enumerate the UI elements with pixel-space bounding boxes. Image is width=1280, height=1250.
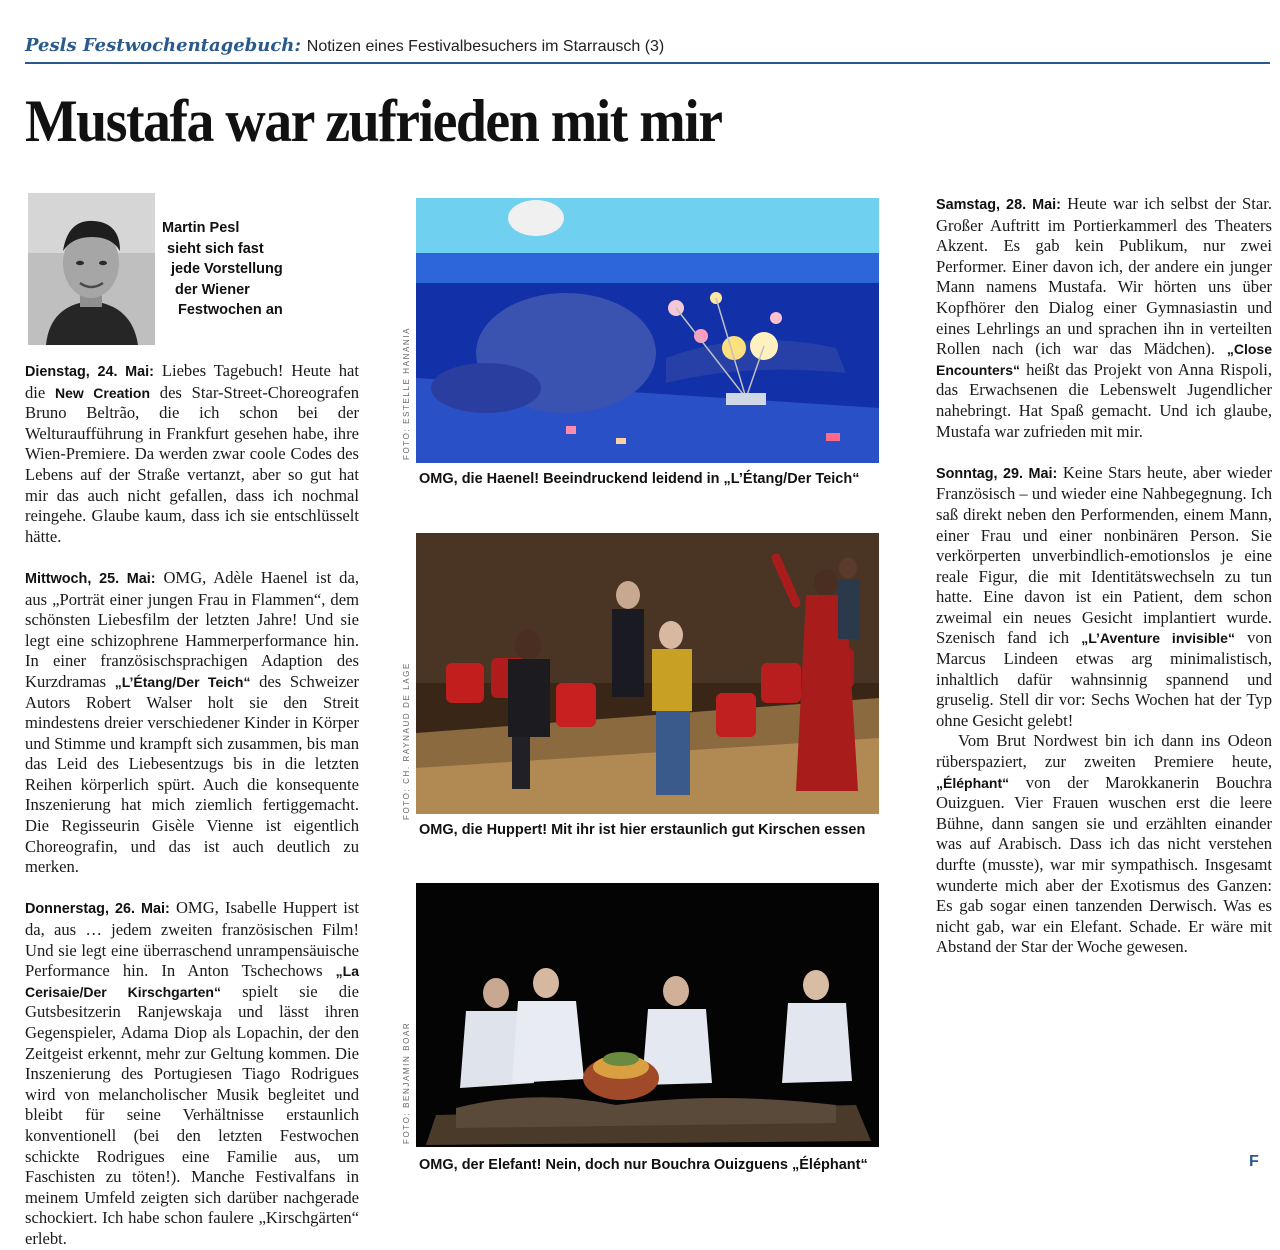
photo-credit: FOTO: BENJAMIN BOAR — [402, 1021, 411, 1144]
author-bio — [162, 218, 362, 321]
diary-entry-saturday — [936, 194, 1272, 442]
production-title: „L’Aventure invisible“ — [1081, 630, 1235, 647]
author-bio-line: Festwochen an — [178, 302, 283, 318]
photo-elephant — [416, 883, 879, 1147]
entry-text: von Marcus Lindeen etwas arg minimalistisch, inhaltlich dafür wahnsinnig spannend und gruselig. Stell dir vor: Sechs Wochen hat der Typ ohne Gesicht gelebt! — [936, 628, 1272, 730]
production-title: „La Cerisaie/Der Kirschgarten“ — [25, 963, 359, 1000]
entry-text: OMG, Adèle Haenel ist da, aus „Porträt einer jungen Frau in Flammen“, dem schönsten Liebesfilm der letzten Jahre! Und sie legt eine schizophrene Hammerperformance hin. In einer französischsprachigen Adaption des Kurzdramas — [25, 567, 359, 691]
entry-text: Vom Brut Nordwest bin ich dann ins Odeon rüberspaziert, zur zweiten Premiere heute, — [936, 731, 1272, 772]
entry-text: des Star-Street-Choreografen Bruno Beltrão, die ich schon bei der Welturaufführung in Frankfurt gesehen habe, ihre Wien-Premiere. Da werden zwar coole Codes des Lebens auf der Straße vertanzt, aber so gut hat mir das auch nicht gefallen, dass ich nochmal reingehe. Glaube kaum, dass ich sie entschlüsselt hätte. — [25, 382, 359, 546]
photo-caption: OMG, die Haenel! Beeindruckend leidend in „L’Étang/Der Teich“ — [419, 471, 860, 487]
entry-date: Donnerstag, 26. Mai: — [25, 901, 170, 918]
diary-entry-wednesday — [25, 568, 359, 878]
kicker — [25, 34, 664, 59]
production-title: „Close Encounters“ — [936, 341, 1272, 378]
diary-entry-sunday-continued — [936, 731, 1272, 958]
author-bio-line: jede Vorstellung — [171, 261, 283, 277]
diary-entry-tuesday — [25, 361, 359, 547]
entry-text: Liebes Tagebuch! Heute hat die — [25, 361, 359, 402]
entry-date: Mittwoch, 25. Mai: — [25, 570, 156, 587]
diary-entry-thursday — [25, 898, 359, 1249]
entry-date: Samstag, 28. Mai: — [936, 197, 1061, 213]
production-title: „Éléphant“ — [936, 774, 1010, 791]
photo-huppert — [416, 533, 879, 814]
entry-text: Heute war ich selbst der Star. Großer Auftritt im Portierkammerl des Theaters Akzent. Es gab kein Publikum, nur zwei Performer. Einer davon ich, der andere ein junger Mann namens Mustafa. Wir hörten uns über Kopfhörer den Dialog einer Gymnasiastin und eines Lehrlings an und sprachen ihn in verteilten Rollen nach (ich war das Mädchen). — [936, 194, 1272, 359]
article-column-left — [25, 361, 359, 1250]
kicker-label: Pesls Festwochentagebuch: — [25, 35, 302, 56]
entry-text: OMG, Isabelle Huppert ist da, aus … jedem zweiten französischen Film! Und sie legt eine überraschend unrampensäuische Performance hin. In Anton Tschechows — [25, 898, 359, 981]
entry-text: Keine Stars heute, aber wieder Französisch – und wieder eine Nahbegegnung. Ich saß direkt neben den Performenden, einem Mann, einer Frau und einer nonbinären Person. Sie verkörperten unverbindlich-emotionslos je eine reale Figur, die mit Identitätswechseln zu tun hatte. Eine davon ist ein Patient, dem schon zweimal ein neues Gesicht implantiert wurde. Szenisch fand ich — [936, 462, 1272, 648]
author-portrait-image — [28, 193, 155, 345]
entry-text: des Schweizer Autors Robert Walser holt sie den Streit mindestens dreier verschiedener Kinder in Körper und Stimme und krampft sich zusammen, bis man das Leid des Liebesentzugs bis in die letzten Reihen körperlich spürt. Auch die konsequente Inszenierung hat mich ziemlich fertiggemacht. Die Regisseurin Gisèle Vienne ist eigentlich Choreografin, und das ist auch deutlich zu merken. — [25, 671, 359, 877]
diary-entry-sunday — [936, 463, 1272, 732]
entry-text: von der Marokkanerin Bouchra Ouizguen. Vier Frauen wuschen erst die leere Bühne, dann sangen sie und erzählten einander was auf Arabisch. Dass ich das nicht verstehen durfte (musste), war mir sympathisch. Insgesamt wunderte mich aber der Exotismus des Ganzen: Es gab sogar einen tanzenden Derwisch. Was es nicht gab, war ein Elefant. Schade. Er wäre mit Abstand der Star der Woche gewesen. — [936, 772, 1272, 957]
article-column-right — [936, 194, 1272, 958]
entry-date: Dienstag, 24. Mai: — [25, 364, 154, 380]
entry-text: spielt sie die Gutsbesitzerin Ranjewskaja und lässt ihren Gegenspieler, Adama Diop als Lopachin, der den Zeitgeist erkennt, mehr zur Geltung kommen. Die Inszenierung des Portugiesen Tiago Rodrigues wird von melancholischer Musik begleitet und bleibt für seine Verhältnisse erstaunlich konventionell (bei den letzten Festwochen schickte Rodrigues eine Familie aus, um Faschisten zu töten!). Manche Festivalfans in meinem Umfeld zeigten sich darüber nachgerade schockiert. Ich habe schon faulere „Kirschgärten“ erlebt. — [25, 981, 359, 1248]
author-portrait — [28, 193, 155, 345]
photo-credit: FOTO: ESTELLE HANANIA — [402, 326, 411, 460]
headline: Mustafa war zufrieden mit mir — [25, 88, 722, 154]
author-bio-line: der Wiener — [175, 281, 250, 298]
production-title: „L’Étang/Der Teich“ — [114, 673, 251, 690]
kicker-text: Notizen eines Festivalbesuchers im Starrausch (3) — [306, 38, 665, 55]
kicker-rule — [25, 62, 1270, 64]
entry-date: Sonntag, 29. Mai: — [936, 465, 1058, 482]
photo-elephant-image — [416, 883, 879, 1147]
photo-caption: OMG, die Huppert! Mit ihr ist hier erstaunlich gut Kirschen essen — [419, 822, 866, 838]
end-mark-icon: F — [1249, 1153, 1259, 1170]
author-bio-line: Martin Pesl — [162, 220, 240, 236]
photo-huppert-image — [416, 533, 879, 814]
photo-haenel — [416, 198, 879, 463]
entry-text: heißt das Projekt von Anna Rispoli, das Erwachsenen die Lebenswelt Jugendlicher nahebringt. Hat Spaß gemacht. Und ich glaube, Mustafa war zufrieden mit mir. — [936, 359, 1272, 441]
photo-haenel-image — [416, 198, 879, 463]
photo-credit: FOTO: CH. RAYNAUD DE LAGE — [402, 662, 411, 820]
author-bio-line: sieht sich fast — [167, 240, 264, 257]
photo-caption: OMG, der Elefant! Nein, doch nur Bouchra Ouizguens „Éléphant“ — [419, 1157, 868, 1173]
production-title: New Creation — [55, 384, 151, 401]
